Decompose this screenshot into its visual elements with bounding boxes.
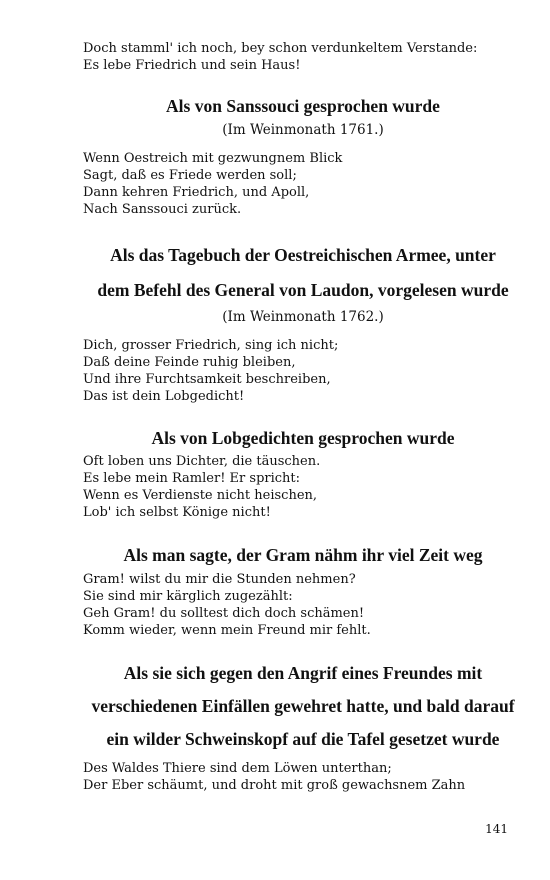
- verse-line: Wenn Oestreich mit gezwungnem Blick: [83, 151, 343, 166]
- poem-title-line: Als von Sanssouci gesprochen wurde: [166, 96, 440, 116]
- poem-verse: [83, 337, 523, 405]
- poem-title-line: Als sie sich gegen den Angrif eines Freundes mit: [123, 663, 483, 683]
- poem-verse: [83, 571, 523, 639]
- poem-title-line: verschiedenen Einfällen gewehret hatte, und bald darauf: [91, 696, 515, 716]
- verse-line: Sagt, daß es Friede werden soll;: [83, 168, 297, 183]
- verse-line: Es lebe Friedrich und sein Haus!: [83, 58, 301, 73]
- verse-line: Doch stamml' ich noch, bey schon verdunkeltem Verstande:: [83, 41, 478, 56]
- poem-date: (Im Weinmonath 1761.): [222, 122, 384, 138]
- poem-title-line: Als man sagte, der Gram nähm ihr viel Zeit weg: [123, 545, 483, 565]
- opening-verse: [83, 40, 523, 74]
- verse-line: Dich, grosser Friedrich, sing ich nicht;: [83, 338, 339, 353]
- verse-line: Geh Gram! du solltest dich doch schämen!: [83, 606, 365, 621]
- page-number: 141: [485, 822, 508, 836]
- poem-title: [83, 238, 523, 308]
- poem-date: (Im Weinmonath 1762.): [222, 309, 384, 325]
- poem-title: [83, 426, 523, 450]
- poem-title: [83, 94, 523, 118]
- verse-line: Dann kehren Friedrich, und Apoll,: [83, 185, 310, 200]
- verse-line: Wenn es Verdienste nicht heischen,: [83, 488, 318, 503]
- verse-line: Des Waldes Thiere sind dem Löwen unterthan;: [83, 761, 392, 776]
- poem-verse: [83, 150, 523, 218]
- verse-line: Komm wieder, wenn mein Freund mir fehlt.: [83, 623, 371, 638]
- poem-title-line: ein wilder Schweinskopf auf die Tafel gesetzet wurde: [106, 729, 500, 749]
- poem-title-line: Als das Tagebuch der Oestreichischen Armee, unter: [110, 245, 496, 265]
- verse-line: Sie sind mir kärglich zugezählt:: [83, 589, 293, 604]
- verse-line: Daß deine Feinde ruhig bleiben,: [83, 355, 296, 370]
- poem-title: [83, 543, 523, 567]
- poem-title-line: dem Befehl des General von Laudon, vorgelesen wurde: [97, 280, 509, 300]
- poem-verse: [83, 453, 523, 521]
- poem-verse: [83, 760, 523, 794]
- verse-line: Es lebe mein Ramler! Er spricht:: [83, 471, 301, 486]
- page-body: [83, 40, 523, 794]
- verse-line: Oft loben uns Dichter, die täuschen.: [83, 454, 321, 469]
- verse-line: Lob' ich selbst Könige nicht!: [83, 505, 271, 520]
- verse-line: Nach Sanssouci zurück.: [83, 202, 242, 217]
- poem-title: [83, 657, 523, 756]
- verse-line: Der Eber schäumt, und droht mit groß gewachsnem Zahn: [83, 778, 466, 793]
- verse-line: Das ist dein Lobgedicht!: [83, 389, 245, 404]
- poem-title-line: Als von Lobgedichten gesprochen wurde: [151, 428, 455, 448]
- verse-line: Und ihre Furchtsamkeit beschreiben,: [83, 372, 331, 387]
- verse-line: Gram! wilst du mir die Stunden nehmen?: [83, 572, 356, 587]
